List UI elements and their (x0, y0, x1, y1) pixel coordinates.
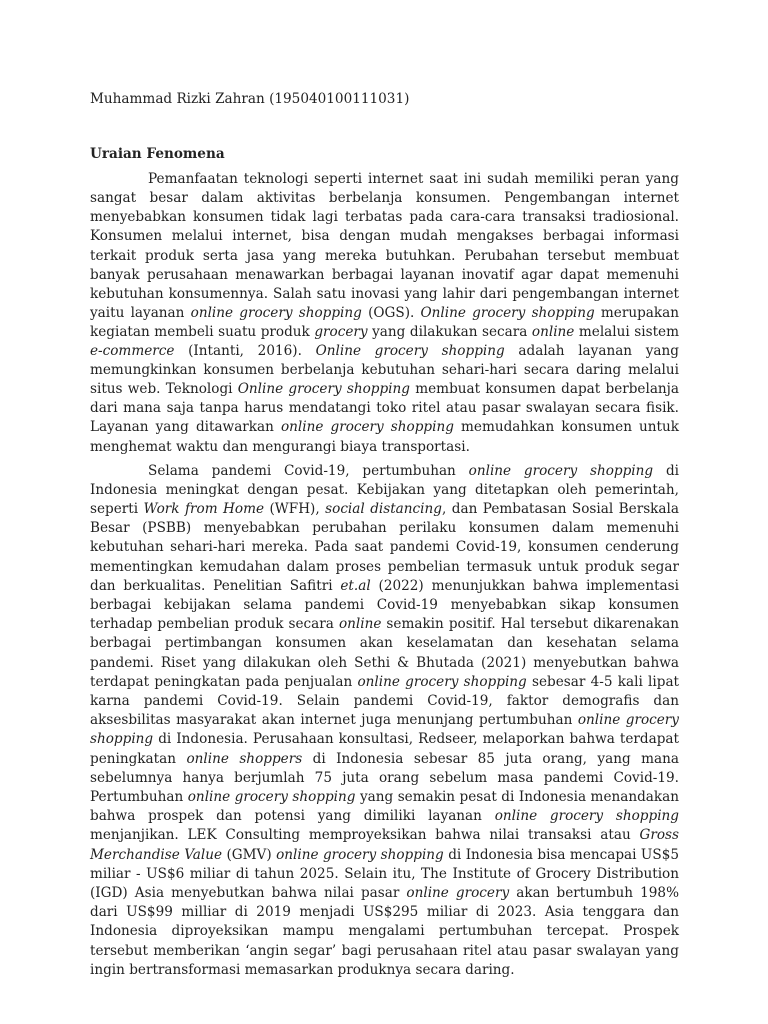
italic-term: online shoppers (186, 750, 303, 767)
italic-term: online grocery shopping (90, 712, 679, 748)
body-paragraph (90, 170, 679, 456)
text-run: menjanjikan. LEK Consulting memproyeksikan bahwa nilai transaksi atau (90, 827, 640, 844)
italic-term: e-commerce (90, 343, 175, 360)
italic-term: online grocery shopping (187, 789, 356, 806)
text-run: (Intanti, 2016). (174, 343, 316, 360)
italic-term: online grocery (406, 885, 510, 902)
text-run: (2022) menunjukkan bahwa implementasi berbagai kebijakan selama pandemi Covid-19 menyebabkan sikap konsumen terhadap pembelian produk secara (90, 577, 679, 633)
italic-term: online grocery shopping (468, 462, 654, 479)
italic-term: online grocery shopping (494, 808, 679, 825)
document-page (90, 90, 679, 985)
italic-term: Work from Home (143, 501, 265, 517)
italic-term: grocery (314, 323, 368, 340)
italic-term: online (338, 616, 382, 633)
text-run: (WFH), (264, 501, 326, 517)
author-line: Muhammad Rizki Zahran (195040100111031) (90, 91, 410, 107)
text-run: Pemanfaatan teknologi seperti internet saat ini sudah memiliki peran yang sangat besar dalam aktivitas berbelanja konsumen. Pengembangan internet menyebabkan konsumen tidak lagi terbatas pada cara-cara transaksi tradiosional. Konsumen melalui internet, bisa dengan mudah mengakses berbagai informasi terkait produk serta jasa yang mereka butuhkan. Perubahan tersebut membuat banyak perusahaan menawarkan berbagai layanan inovatif agar dapat memenuhi kebutuhan konsumennya. Salah satu inovasi yang lahir dari pengembangan internet yaitu layanan (90, 171, 679, 321)
italic-term: online grocery shopping (280, 419, 454, 436)
text-run: semakin positif. Hal tersebut dikarenakan berbagai pertimbangan konsumen akan keselamatan dan kesehatan selama pandemi. Riset yang dilakukan oleh Sethi & Bhutada (2021) menyebutkan bahwa terdapat peningkatan pada penjualan (90, 616, 680, 690)
text-run: yang dilakukan secara (367, 323, 532, 340)
text-run: di Indonesia meningkat dengan pesat. Kebijakan yang ditetapkan oleh pemerintah, seperti (90, 462, 679, 517)
italic-term: Online grocery shopping (420, 304, 595, 321)
italic-term: online grocery shopping (357, 673, 527, 690)
text-run: memudahkan konsumen untuk menghemat waktu dan mengurangi biaya transportasi. (90, 419, 679, 455)
section-heading: Uraian Fenomena (90, 146, 225, 163)
italic-term: et.al (340, 577, 371, 594)
italic-term: online (531, 323, 575, 340)
text-run: di Indonesia. Perusahaan konsultasi, Redseer, melaporkan bahwa terdapat peningkatan (90, 731, 679, 767)
text-run: adalah layanan yang memungkinkan konsumen berbelanja kebutuhan sehari-hari secara daring melalui situs web. Teknologi (90, 343, 679, 398)
text-run: akan bertumbuh 198% dari US$99 milliar di 2019 menjadi US$295 miliar di 2023. Asia tenggara dan Indonesia diproyeksikan mampu mengalami pertumbuhan tercepat. Prospek tersebut memberikan ‘angin segar’ bagi perusahaan ritel atau pasar swalayan yang ingin bertransformasi memasarkan produknya secara daring. (90, 885, 679, 978)
text-run: yang semakin pesat di Indonesia menandakan bahwa prospek dan potensi yang dimiliki layanan (90, 789, 680, 825)
italic-term: Gross Merchandise Value (90, 827, 679, 863)
text-run: sebesar 4-5 kali lipat karna pandemi Covid-19. Selain pandemi Covid-19, faktor demografis dan aksesbilitas masyarakat akan internet juga menunjang pertumbuhan (90, 673, 680, 729)
text-run: , dan Pembatasan Sosial Berskala Besar (PSBB) menyebabkan perubahan perilaku konsumen dalam memenuhi kebutuhan sehari-hari mereka. Pada saat pandemi Covid-19, konsumen cenderung mementingkan kemudahan dalam proses pembelian termasuk untuk produk segar dan berkualitas. Penelitian Safitri (90, 501, 679, 594)
text-run: (OGS). (361, 304, 421, 321)
body-paragraph (90, 462, 679, 980)
text-run: melalui sistem (574, 323, 679, 340)
italic-term: online grocery shopping (190, 304, 362, 321)
text-run: (GMV) (222, 846, 277, 863)
text-run: di Indonesia sebesar 85 juta orang, yang mana sebelumnya hanya berjumlah 75 juta orang sebelum masa pandemi Covid-19. Pertumbuhan (90, 750, 679, 806)
italic-term: Online grocery shopping (237, 381, 410, 398)
text-run: membuat konsumen dapat berbelanja dari mana saja tanpa harus mendatangi toko ritel atau pasar swalayan secara fisik. Layanan yang ditawarkan (90, 381, 680, 436)
text-run: merupakan kegiatan membeli suatu produk (90, 304, 680, 340)
italic-term: online grocery shopping (276, 846, 444, 863)
italic-term: Online grocery shopping (315, 343, 505, 360)
italic-term: social distancing (325, 501, 442, 517)
text-run: Selama pandemi Covid-19, pertumbuhan (148, 462, 469, 479)
text-run: di Indonesia bisa mencapai US$5 miliar - US$6 miliar di tahun 2025. Selain itu, The Institute of Grocery Distribution (IGD) Asia menyebutkan bahwa nilai pasar (90, 846, 679, 902)
